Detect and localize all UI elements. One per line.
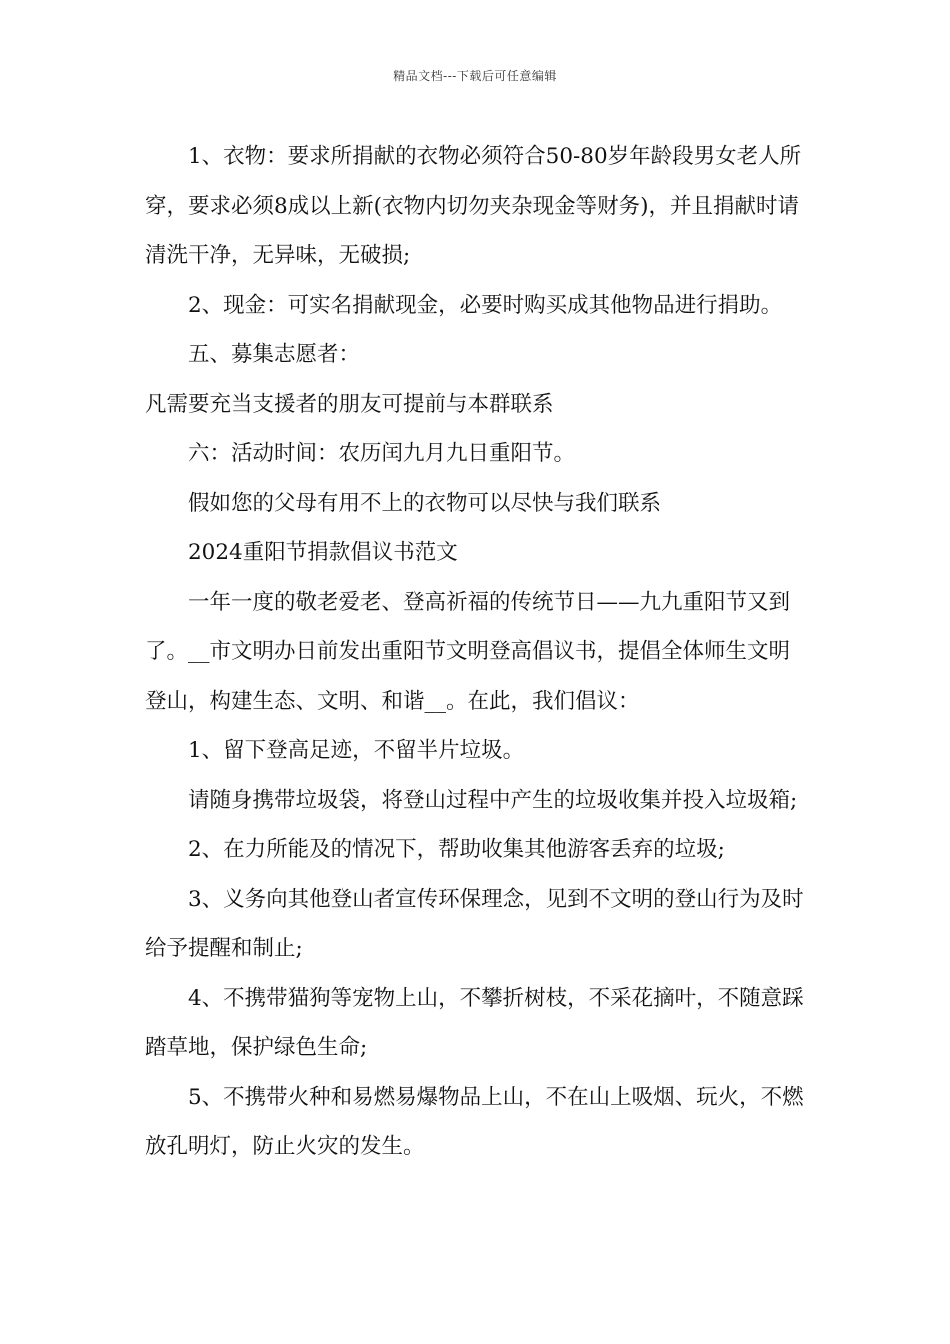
section-title: 2024重阳节捐款倡议书范文 — [188, 540, 458, 565]
paragraph: 5、不携带火种和易燃易爆物品上山，不在山上吸烟、玩火，不燃放孔明灯，防止火灾的发生。 — [145, 1084, 804, 1159]
paragraph: 凡需要充当支援者的朋友可提前与本群联系 — [145, 391, 554, 417]
paragraph: 假如您的父母有用不上的衣物可以尽快与我们联系 — [188, 490, 662, 516]
paragraph: 3、义务向其他登山者宣传环保理念，见到不文明的登山行为及时给予提醒和制止; — [145, 886, 804, 961]
paragraph: 1、衣物：要求所捐献的衣物必须符合50-80岁年龄段男女老人所穿，要求必须8成以上新(衣物内切勿夹杂现金等财务)，并且捐献时请清洗干净，无异味，无破损; — [145, 144, 802, 268]
paragraph: 五、募集志愿者： — [188, 342, 361, 367]
paragraph: 2、现金：可实名捐献现金，必要时购买成其他物品进行捐助。 — [188, 292, 783, 318]
paragraph: 2、在力所能及的情况下，帮助收集其他游客丢弃的垃圾; — [188, 837, 725, 862]
paragraph: 1、留下登高足迹，不留半片垃圾。 — [188, 738, 525, 763]
paragraph: 4、不携带猫狗等宠物上山，不攀折树枝，不采花摘叶，不随意踩踏草地，保护绿色生命; — [145, 985, 804, 1060]
document-body — [145, 132, 810, 1172]
paragraph: 一年一度的敬老爱老、登高祈福的传统节日——九九重阳节又到了。__市文明办日前发出重阳节文明登高倡议书，提倡全体师生文明登山，构建生态、文明、和谐__。在此，我们倡议： — [145, 589, 791, 714]
page-header: 精品文档---下载后可任意编辑 — [393, 69, 557, 83]
paragraph: 六：活动时间：农历闰九月九日重阳节。 — [188, 441, 576, 466]
paragraph: 请随身携带垃圾袋，将登山过程中产生的垃圾收集并投入垃圾箱; — [188, 787, 798, 813]
